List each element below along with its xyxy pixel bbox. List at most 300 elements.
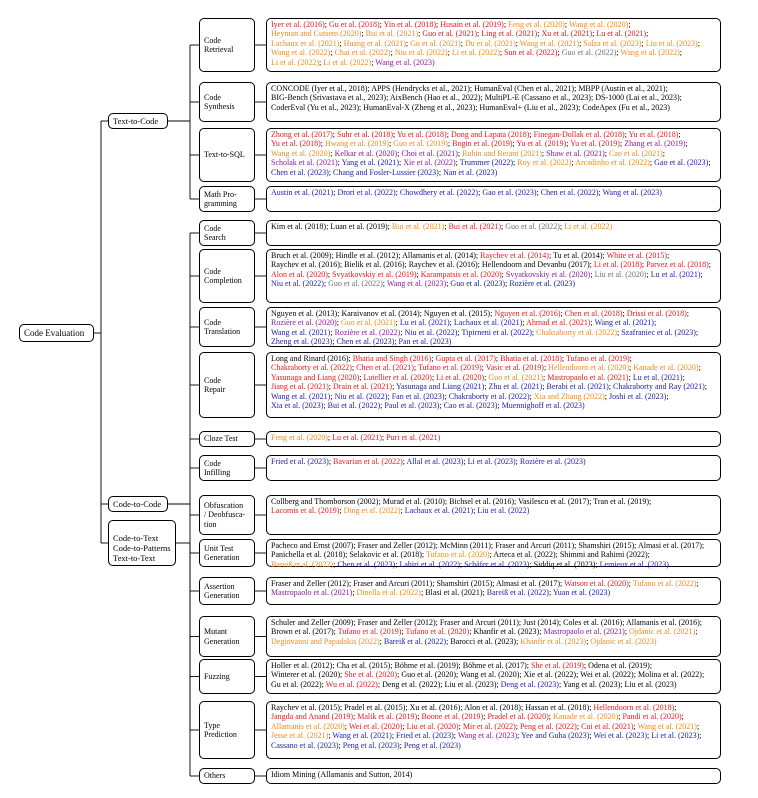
category-node-code-retrieval [199,18,255,72]
leaf-node-assertion-generation: Fraser and Zeller (2012); Fraser and Arcuri (2011); Shamshiri (2015); Almasi et al. (2017); Watson et al. (2020); Tufano et al. (2022); Mastropaolo et al. (2021); Dinella et al. (2022); Blasi et al. (2021); Bareiß et al. (2022); Yuan et al. (2023) [266,577,721,605]
citation: BIG-Bench (Srivastava et al., 2023) [271,93,387,103]
citation: Wang et al. (2023) [375,57,435,67]
citation: Arteca et al. (2022) [493,550,556,560]
citation: Lu et al. (2021) [596,29,647,39]
citation: Luan et al. (2019) [330,222,388,231]
citation: Bichsel et al. (2016) [449,497,515,506]
citation: Hassan et al. (2018) [525,703,590,712]
citation: Böhme et al. (2017) [462,661,527,670]
branch-label-code-to-text: Code-to-Text Code-to-Patterns Text-to-Text [113,533,171,563]
citation: Tran et al. (2019) [593,497,649,506]
citation: Wang et al. (2023) [602,188,662,197]
citation: Tufano et al. (2019) [337,627,402,637]
citation: Yu et al. (2018) [271,139,321,149]
citation: Karaivanov et al. (2014) [341,309,420,318]
citation: Hellendoorn and Devanbu (2017) [481,260,590,270]
citation: Xu et al. (2021) [541,29,593,39]
citation: Rozière et al. (2022) [334,327,401,337]
citation: Winterer et al. (2020) [271,670,340,680]
citation: Lachaux et al. (2021) [271,38,340,48]
leaf-node-code-completion: Bruch et al. (2009); Hindle et al. (2012); Allamanis et al. (2014); Raychev et al. (2014); Tu et al. (2014); White et al. (2015); Raychev et al. (2016); Bielik et al. (2016); Raychev et al. (2016); Hellendoorn and Devanbu (2017); Li et al. (2018); Parvez et al. (2018); Alon et al. (2020); Svyatkovskiy et al. (2019); Karampatsis et al. (2020); Svyatkovskiy et al. (2020); Liu et al. (2020); Lu et al. (2021); Niu et al. (2022); Guo et al. (2022); Wang et al. (2023); Guo et al. (2023); Rozière et al. (2023) [266,249,721,303]
citation: Heyman and Cutsem (2020) [271,29,362,39]
citation: Pan et al. (2023) [398,337,452,347]
category-label: Assertion Generation [204,581,240,600]
citation: Degiovanni and Papadakis (2022) [271,636,380,646]
citation: Yu et al. (2018) [628,130,679,139]
citation: Bareiß et al. (2022) [486,588,549,598]
citation: Chen et al. (2021) [356,363,414,373]
citation: Xie et al. (2022) [403,158,456,168]
citation: Liu et al. (2020) [406,721,459,731]
citation: Gu et al. (2018) [329,20,380,29]
citation: Li et al. (2022) [451,48,500,58]
leaf-node-others [266,768,721,784]
citation: Roy et al. (2022) [517,158,572,168]
citation: Joshi et al. (2023) [609,391,667,401]
citation: Yu et al. (2019) [516,139,567,149]
citation: Wang et al. (2020) [271,148,331,158]
citation: Guo et al. (2021) [488,372,544,382]
citation: Mastropaolo et al. (2021) [543,627,625,637]
citation: Li et al. (2023) [651,731,700,741]
category-node-code-infilling [199,455,255,481]
citation: Barocci et al. (2023) [450,636,517,646]
citation: Fraser and Zeller (2012) [357,541,436,550]
citation: Siddiq et al. (2023) [533,559,596,569]
citation: Kanade et al. (2020) [552,712,619,722]
citation: Shimmi and Rahimi (2022) [559,550,648,560]
citation: Fraser and Zeller (2012) [271,579,349,588]
citation: Fraser and Arcuri (2011) [495,541,575,550]
citation: Iyer et al. (2016) [271,20,325,29]
category-node-code-completion [199,249,255,303]
citation: Lachaux et al. (2021) [404,506,474,516]
citation: Yu et al. (2018) [396,130,447,139]
citation: Drori et al. (2022) [337,188,396,197]
citation: Choi et al. (2021) [401,148,458,158]
citation: Zhong et al. (2017) [271,130,333,139]
category-node-text-to-sql [199,128,255,182]
leaf-node-fuzzing: Holler et al. (2012); Cha et al. (2015); Böhme et al. (2019); Böhme et al. (2017); She et al. (2019); Odena et al. (2019); Winterer et al. (2020); She et al. (2020); Guo et al. (2020); Wang et al. (2020); Xie et al. (2022); Wei et al. (2022); Molina et al. (2022); Gu et al. (2022); Wu et al. (2022); Deng et al. (2022); Liu et al. (2023); Deng et al. (2023); Yang et al. (2023); Liu et al. (2023) [266,659,721,694]
category-label: Math Pro- gramming [204,189,237,208]
category-label: Code Repair [204,375,226,394]
citation: DS-1000 (Lai et al., 2023) [595,93,680,103]
leaf-node-cloze-test: Feng et al. (2020); Lu et al. (2021); Puri et al. (2021) [266,431,721,447]
citation: Vasilescu et al. (2017) [518,497,590,506]
citation: Drissi et al. (2018) [626,309,687,318]
citation: HumanEval+ (Liu et al., 2023) [479,102,579,112]
category-node-code-translation [199,307,255,347]
citation: Yu et al. (2019) [570,139,620,149]
citation: Guo et al. (2020) [401,670,456,680]
citation: Szafraniec et al. (2023) [621,327,696,337]
category-node-code-synthesis [199,82,255,122]
citation: Li et al. (2018) [593,260,642,270]
citation: Wang et al. (2023) [386,279,447,289]
citation: Collberg and Thomborson (2002) [271,497,379,506]
citation: Shaw et al. (2021) [546,148,605,158]
citation: Alon et al. (2020) [271,269,328,279]
branch-node-text-to-code [108,113,168,129]
citation: Yee and Guha (2023) [521,731,590,741]
leaf-node-code-retrieval: Iyer et al. (2016); Gu et al. (2018); Yin et al. (2018); Husain et al. (2019); Feng et al. (2020); Wang et al. (2020); Heyman and Cutsem (2020); Bui et al. (2021); Guo et al. (2021); Ling et al. (2021); Xu et al. (2021); Lu et al. (2021); Lachaux et al. (2021); Huang et al. (2021); Gu et al. (2021); Du et al. (2021); Wang et al. (2021); Salza et al. (2023); Liu et al. (2023); Wang et al. (2022); Chai et al. (2022); Niu et al. (2022); Li et al. (2022); Sun et al. (2022); Guo et al. (2022); Wang et al. (2022); Li et al. (2022); Li et al. (2022); Wang et al. (2023) [266,18,721,72]
citation: Coles et al. (2016) [563,618,623,627]
citation: Allamanis et al. (2014) [402,251,476,260]
citation: Tipirneni et al. (2022) [461,327,532,337]
citation: Chai et al. (2022) [334,48,391,58]
citation: Li et al. (2022) [271,57,319,67]
citation: Peng et al. (2023) [342,740,400,750]
citation: Mastropaolo et al. (2021) [271,588,353,598]
category-label: Obfuscation / Deobfusca- tion [204,500,246,529]
category-label: Code Search [204,223,226,242]
citation: Yang et al. (2021) [341,158,399,168]
citation: Feng et al. (2020) [508,20,565,29]
citation: Nguyen et al. (2015) [423,309,491,318]
citation: Bui et al. (2021) [391,222,445,231]
citation: Kanade et al. (2020) [633,363,699,373]
citation: Guo et al. (2023) [450,279,506,289]
citation: Wang et al. (2021) [271,391,331,401]
branch-label-code-to-code: Code-to-Code [113,499,162,509]
citation: Lu et al. (2021) [650,269,701,279]
citation: Wu et al. (2022) [325,679,378,689]
citation: Yasunaga and Liang (2020) [271,372,360,382]
citation: CodeApex (Fu et al., 2023) [582,102,670,112]
citation: Wang et al. (2021) [637,721,697,731]
citation: Böhme et al. (2019) [394,661,459,670]
citation: Tufano et al. (2022) [632,579,697,588]
citation: Jesse et al. (2021) [271,731,329,741]
citation: Guo et al. (2019) [393,139,448,149]
citation: Gao et al. (2023) [654,158,709,168]
citation: Xu et al. (2016) [409,703,461,712]
citation: Fried et al. (2023) [271,457,329,466]
category-label: Fuzzing [204,671,230,681]
citation: Yasunaga and Liang (2021) [396,382,485,392]
citation: Wang et al. (2022) [271,48,331,58]
citation: Tufano et al. (2019) [417,363,482,373]
citation: Karampatsis et al. (2020) [420,269,502,279]
citation: Chakraborty and Ray (2021) [612,382,705,392]
citation: Vasic et al. (2019) [485,363,544,373]
citation: Hellendoorn et al. (2018) [593,703,675,712]
citation: Du et al. (2021) [464,38,516,48]
citation: Ling et al. (2021) [481,29,538,39]
citation: Liu et al. (2022) [477,506,530,516]
citation: Raychev et al. (2016) [408,260,478,270]
citation: Chen et al. (2023) [271,167,329,177]
citation: Nguyen et al. (2013) [271,309,338,318]
citation: Cha et al. (2015) [336,661,391,670]
citation: Feng et al. (2020) [271,433,328,442]
citation: Bhatia et al. (2018) [500,354,562,363]
citation: Nan et al. (2023) [443,167,498,177]
citation: Raychev et al. (2015) [271,703,340,712]
citation: Bareiß et al. (2022) [383,636,447,646]
branch-node-code-to-code [108,496,168,512]
citation: Li et al. (2022) [323,57,372,67]
category-label: Type Prediction [204,720,237,739]
category-label: Code Retrieval [204,35,234,54]
citation: Deng et al. (2023) [500,679,559,689]
citation: AixBench (Hao et al., 2022) [389,93,481,103]
citation: Svyatkovskiy et al. (2020) [505,269,591,279]
citation: Li et al. (2023) [467,457,516,466]
citation: Pradel et al. (2015) [344,703,406,712]
citation: Chakraborty et al. (2022) [271,363,352,373]
citation: Khanfir et al. (2023) [473,627,540,637]
citation: Lacomis et al. (2019) [271,506,340,516]
leaf-node-code-synthesis: CONCODE (Iyer et al., 2018); APPS (Hendrycks et al., 2021); HumanEval (Chen et al., 2021); MBPP (Austin et al., 2021); BIG-Bench (Srivastava et al., 2023); AixBench (Hao et al., 2022); MultiPL-E (Cassano et al., 2023); DS-1000 (Lai et al., 2023); CoderEval (Yu et al., 2023); HumanEval-X (Zheng et al., 2023); HumanEval+ (Liu et al., 2023); CodeApex (Fu et al., 2023) [266,82,721,122]
citation: Liu et al. (2023) [645,38,698,48]
leaf-node-type-prediction: Raychev et al. (2015); Pradel et al. (2015); Xu et al. (2016); Alon et al. (2018); Hassan et al. (2018); Hellendoorn et al. (2018); Jangda and Anand (2019); Malik et al. (2019); Boone et al. (2019); Pradel et al. (2020); Kanade et al. (2020); Pandi et al. (2020); Allamanis et al. (2020); Wei et al. (2020); Liu et al. (2020); Mir et al. (2022); Peng et al. (2022); Cui et al. (2021); Wang et al. (2021); Jesse et al. (2021); Wang et al. (2021); Fried et al. (2023); Wang et al. (2023); Yee and Guha (2023); Wei et al. (2023); Li et al. (2023); Cassano et al. (2023); Peng et al. (2023); Peng et al. (2023) [266,701,721,759]
citation: Lu et al. (2021) [332,433,382,442]
citation: Liu et al. (2023) [444,679,497,689]
citation: Svyatkovskiy et al. (2019) [332,269,417,279]
citation: Lu et al. (2021) [399,318,450,328]
citation: Bui et al. (2021) [448,222,501,231]
citation: Boone et al. (2019) [421,712,484,722]
citation: Almasi et al. (2017) [637,541,702,550]
citation: Peng et al. (2023) [403,740,461,750]
citation: Cao et al. (2021) [609,148,663,158]
citation: HumanEval-X (Zheng et al., 2023) [363,102,476,112]
citation: Mir et al. (2022) [462,721,516,731]
citation: Cao et al. (2023) [443,401,498,411]
leaf-node-code-translation: Nguyen et al. (2013); Karaivanov et al. (2014); Nguyen et al. (2015); Nguyen et al. (2016); Chen et al. (2018); Drissi et al. (2018); Rozière et al. (2020); Guo et al. (2021); Lu et al. (2021); Lachaux et al. (2021); Ahmad et al. (2021); Wang et al. (2021); Wang et al. (2021); Rozière et al. (2022); Niu et al. (2022); Tipirneni et al. (2022); Chakraborty et al. (2022); Szafraniec et al. (2023); Zheng et al. (2023); Chen et al. (2023); Pan et al. (2023) [266,307,721,347]
citation: Liu et al. (2023) [624,679,677,689]
citation: Kim et al. (2018) [271,222,327,231]
citation: Bogin et al. (2019) [452,139,513,149]
category-label: Others [204,771,226,781]
branch-label-text-to-code: Text-to-Code [113,116,159,126]
citation: Jiang et al. (2021) [271,382,329,392]
citation: Chen et al. (2023) [337,559,396,569]
citation: Lahiri et al. (2022) [399,559,460,569]
citation: Chen et al. (2018) [564,309,623,318]
citation: Almasi et al. (2017) [496,579,560,588]
citation: Muennighoff et al. (2023) [501,401,585,411]
citation: Wang et al. (2023) [457,731,518,741]
citation: Alon et al. (2018) [464,703,521,712]
citation: Wei et al. (2020) [348,721,403,731]
citation: Deng et al. (2022) [382,679,441,689]
citation: Panichella et al. (2018) [271,550,346,560]
citation: Peng et al. (2022) [519,721,577,731]
citation: Zheng et al. (2023) [271,337,333,347]
citation: McMinn (2011) [439,541,491,550]
category-label: Code Infilling [204,458,231,477]
citation: Sun et al. (2022) [504,48,558,58]
citation: Xie et al. (2022) [523,670,577,680]
citation: Ahmad et al. (2021) [526,318,591,328]
citation: Trummer (2022) [459,158,514,168]
citation: Niu et al. (2022) [404,327,458,337]
citation: Hindle et al. (2012) [335,251,399,260]
leaf-node-code-infilling: Fried et al. (2023); Bavarian et al. (2022); Allal et al. (2023); Li et al. (2023); Rozière et al. (2023) [266,455,721,481]
citation: Idiom Mining (Allamanis and Sutton, 2014) [271,770,413,779]
citation: Rubin and Berant (2021) [462,148,542,158]
citation: Chen et al. (2022) [540,188,599,197]
citation: Xia and Zhang (2022) [533,391,605,401]
leaf-node-obfuscation-deobfusca-tion: Collberg and Thomborson (2002); Murad et al. (2010); Bichsel et al. (2016); Vasilescu et al. (2017); Tran et al. (2019); Lacomis et al. (2019); Ding et al. (2022); Lachaux et al. (2021); Liu et al. (2022) [266,495,721,535]
citation: Tufano et al. (2020) [425,550,490,560]
citation: Tu et al. (2014) [553,251,603,260]
citation: APPS (Hendrycks et al., 2021) [371,84,470,93]
citation: Wei et al. (2023) [593,731,648,741]
citation: Guo et al. (2022) [505,222,560,231]
citation: Ding et al. (2022) [343,506,401,516]
citation: Gupta et al. (2017) [435,354,496,363]
citation: Zhang et al. (2019) [624,139,686,149]
citation: Rozière et al. (2020) [271,318,337,328]
citation: Holler et al. (2012) [271,661,333,670]
category-node-math-pro-gramming [199,186,255,212]
citation: Raychev et al. (2016) [271,260,340,270]
category-label: Mutant Generation [204,627,240,646]
citation: Husain et al. (2019) [440,20,504,29]
leaf-node-mutant-generation: Schuler and Zeller (2009); Fraser and Zeller (2012); Fraser and Arcuri (2011); Just (2014); Coles et al. (2016); Allamanis et al. (2016); Brown et al. (2017); Tufano et al. (2019); Tufano et al. (2020); Khanfir et al. (2023); Mastropaolo et al. (2021); Ojdanic et al. (2021); Degiovanni and Papadakis (2022); Bareiß et al. (2022); Barocci et al. (2023); Khanfir et al. (2023); Ojdanic et al. (2023) [266,616,721,657]
leaf-node-unit-test-generation: Pacheco and Ernst (2007); Fraser and Zeller (2012); McMinn (2011); Fraser and Arcuri (2011); Shamshiri (2015); Almasi et al. (2017); Panichella et al. (2018); Selakovic et al. (2018); Tufano et al. (2020); Arteca et al. (2022); Shimmi and Rahimi (2022); Bareiß et al. (2022); Chen et al. (2023); Lahiri et al. (2022); Schäfer et al. (2023); Siddiq et al. (2023); Lemieux et al. (2023) [266,539,721,567]
citation: Hellendoorn et al. (2020) [548,363,630,373]
category-node-code-search [199,220,255,246]
leaf-node-code-repair: Long and Rinard (2016); Bhatia and Singh (2016); Gupta et al. (2017); Bhatia et al. (2018); Tufano et al. (2019); Chakraborty et al. (2022); Chen et al. (2021); Tufano et al. (2019); Vasic et al. (2019); Hellendoorn et al. (2020); Kanade et al. (2020); Yasunaga and Liang (2020); Lutellier et al. (2020); Li et al. (2020); Guo et al. (2021); Mastropaolo et al. (2021); Lu et al. (2021); Jiang et al. (2021); Drain et al. (2021); Yasunaga and Liang (2021); Zhu et al. (2021); Berabi et al. (2021); Chakraborty and Ray (2021); Wang et al. (2021); Niu et al. (2022); Fan et al. (2023); Chakraborty et al. (2022); Xia and Zhang (2022); Joshi et al. (2023); Xia et al. (2023); Bui et al. (2022); Paul et al. (2023); Cao et al. (2023); Muennighoff et al. (2023) [266,352,721,418]
citation: Murad et al. (2010) [382,497,445,506]
citation: Gu et al. (2022) [271,679,322,689]
citation: Watson et al. (2020) [564,579,629,588]
category-label: Code Translation [204,317,241,336]
citation: Wang et al. (2021) [332,731,392,741]
citation: Selakovic et al. (2018) [349,550,422,560]
citation: Dong and Lapata (2018) [450,130,530,139]
citation: Just (2014) [523,618,559,627]
citation: Allal et al. (2023) [406,457,464,466]
citation: Lachaux et al. (2021) [453,318,523,328]
citation: Lutellier et al. (2020) [363,372,432,382]
category-label: Text-to-SQL [204,150,245,160]
citation: She et al. (2020) [344,670,398,680]
root-label: Code Evaluation [24,328,85,338]
citation: Malik et al. (2019) [357,712,418,722]
citation: Allamanis et al. (2020) [271,721,345,731]
citation: Jangda and Anand (2019) [271,712,353,722]
citation: Shamshiri (2015) [436,579,493,588]
category-label: Code Synthesis [204,92,235,111]
citation: Schäfer et al. (2023) [464,559,530,569]
category-node-cloze-test [199,431,255,447]
citation: Ojdanic et al. (2021) [629,627,696,637]
citation: Pacheco and Ernst (2007) [271,541,354,550]
citation: Tufano et al. (2020) [405,627,470,637]
category-node-code-repair [199,352,255,418]
citation: Zhu et al. (2021) [488,382,543,392]
citation: Wang et al. (2020) [460,670,520,680]
citation: Mastropaolo et al. (2021) [547,372,629,382]
leaf-node-math-pro-gramming: Austin et al. (2021); Drori et al. (2022); Chowdhery et al. (2022); Gao et al. (2023); Chen et al. (2022); Wang et al. (2023) [266,186,721,212]
citation: Finegan-Dollak et al. (2018) [533,130,625,139]
citation: Schuler and Zeller (2009) [271,618,354,627]
branch-node-code-to-text [108,520,176,566]
citation: Wang et al. (2020) [569,20,629,29]
citation: Yang et al. (2023) [562,679,621,689]
category-node-unit-test-generation [199,539,255,567]
category-node-assertion-generation [199,577,255,605]
citation: Chen et al. (2023) [336,337,395,347]
citation: Xia et al. (2023) [271,401,324,411]
citation: CoderEval (Yu et al., 2023) [271,102,359,112]
citation: Fried et al. (2023) [395,731,454,741]
category-node-obfuscation-deobfusca-tion [199,495,255,535]
citation: Yuan et al. (2023) [552,588,611,598]
citation: Austin et al. (2021) [271,188,334,197]
citation: Scholak et al. (2021) [271,158,338,168]
citation: Odena et al. (2019) [588,661,650,670]
citation: Bareiß et al. (2022) [271,559,334,569]
citation: Suhr et al. (2018) [337,130,393,139]
citation: Pradel et al. (2020) [487,712,549,722]
citation: Bielik et al. (2016) [344,260,405,270]
citation: Kelkar et al. (2020) [334,148,398,158]
citation: Niu et al. (2022) [334,391,388,401]
citation: Fraser and Zeller (2012) [357,618,436,627]
citation: Salza et al. (2023) [583,38,642,48]
citation: Tufano et al. (2019) [565,354,630,363]
citation: Puri et al. (2021) [386,433,441,442]
category-label: Code Completion [204,266,242,285]
citation: Li et al. (2020) [436,372,485,382]
citation: Guo et al. (2021) [340,318,396,328]
citation: MBPP (Austin et al., 2021) [578,84,666,93]
citation: Parvez et al. (2018) [646,260,709,270]
category-node-type-prediction [199,701,255,759]
citation: Niu et al. (2022) [394,48,448,58]
citation: Wang et al. (2022) [620,48,680,58]
citation: Allamanis et al. (2016) [626,618,700,627]
category-label: Cloze Test [204,434,238,444]
category-node-others [199,768,255,784]
citation: Long and Rinard (2016) [271,354,349,363]
citation: Li et al. (2022) [564,222,613,231]
citation: Raychev et al. (2014) [480,251,549,260]
citation: Pandi et al. (2020) [622,712,682,722]
citation: Bruch et al. (2009) [271,251,332,260]
citation: White et al. (2015) [606,251,668,260]
citation: Guo et al. (2022) [561,48,617,58]
leaf-node-code-search: Kim et al. (2018); Luan et al. (2019); Bui et al. (2021); Bui et al. (2021); Guo et al. (2022); Li et al. (2022) [266,220,721,246]
citation: Bhatia and Singh (2016) [352,354,432,363]
citation: Huang et al. (2021) [343,38,406,48]
citation: Guo et al. (2021) [422,29,477,39]
category-node-mutant-generation [199,616,255,657]
citation: Dinella et al. (2022) [356,588,421,598]
citation: Rozière et al. (2023) [519,457,586,466]
citation: Fraser and Arcuri (2011) [439,618,519,627]
citation: Chakraborty et al. (2022) [536,327,617,337]
citation: Hwang et al. (2019) [325,139,389,149]
citation: Chakraborty et al. (2022) [448,391,530,401]
citation: Chowdhery et al. (2022) [399,188,479,197]
root-node-code-evaluation [19,324,94,342]
category-node-fuzzing [199,659,255,694]
citation: Liu et al. (2020) [594,269,647,279]
citation: Paul et al. (2023) [384,401,440,411]
citation: Niu et al. (2022) [271,279,324,289]
citation: Berabi et al. (2021) [546,382,609,392]
citation: CONCODE (Iyer et al., 2018) [271,84,368,93]
citation: Ojdanic et al. (2023) [590,636,657,646]
citation: Cassano et al. (2023) [271,740,339,750]
